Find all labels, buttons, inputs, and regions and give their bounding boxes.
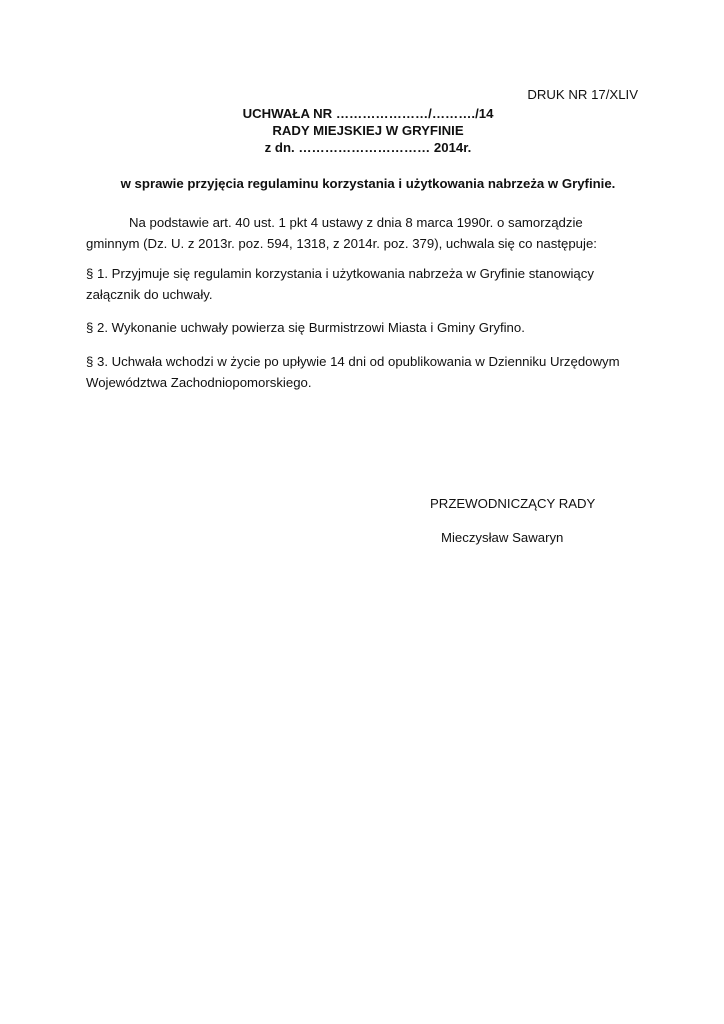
resolution-subject: w sprawie przyjęcia regulaminu korzystania i użytkowania nabrzeża w Gryfinie. [120, 176, 616, 191]
resolution-date-title: z dn. ………………………… 2014r. [264, 140, 472, 155]
paragraph-2 [86, 317, 656, 338]
paragraph-1 [86, 263, 656, 305]
paragraph-3 [86, 351, 656, 393]
signature-name: Mieczysław Sawaryn [441, 530, 564, 545]
paragraph-3-line-2: Województwa Zachodniopomorskiego. [86, 375, 312, 390]
council-name-title: RADY MIEJSKIEJ W GRYFINIE [272, 123, 464, 138]
paragraph-3-line-1: § 3. Uchwała wchodzi w życie po upływie 14 dni od opublikowania w Dzienniku Urzędowym [86, 354, 620, 369]
paragraph-2-line-1: § 2. Wykonanie uchwały powierza się Burmistrzowi Miasta i Gminy Gryfino. [86, 320, 525, 335]
signature-title: PRZEWODNICZĄCY RADY [430, 496, 596, 511]
legal-basis [86, 212, 646, 254]
legal-basis-line-2: gminnym (Dz. U. z 2013r. poz. 594, 1318, z 2014r. poz. 379), uchwala się co następuje: [86, 236, 597, 251]
paragraph-1-line-1: § 1. Przyjmuje się regulamin korzystania i użytkowania nabrzeża w Gryfinie stanowiący [86, 266, 594, 281]
print-number: DRUK NR 17/XLIV [527, 87, 638, 102]
paragraph-1-line-2: załącznik do uchwały. [86, 287, 213, 302]
resolution-number-title: UCHWAŁA NR …………………/………./14 [242, 106, 494, 121]
legal-basis-line-1: Na podstawie art. 40 ust. 1 pkt 4 ustawy z dnia 8 marca 1990r. o samorządzie [129, 215, 583, 230]
